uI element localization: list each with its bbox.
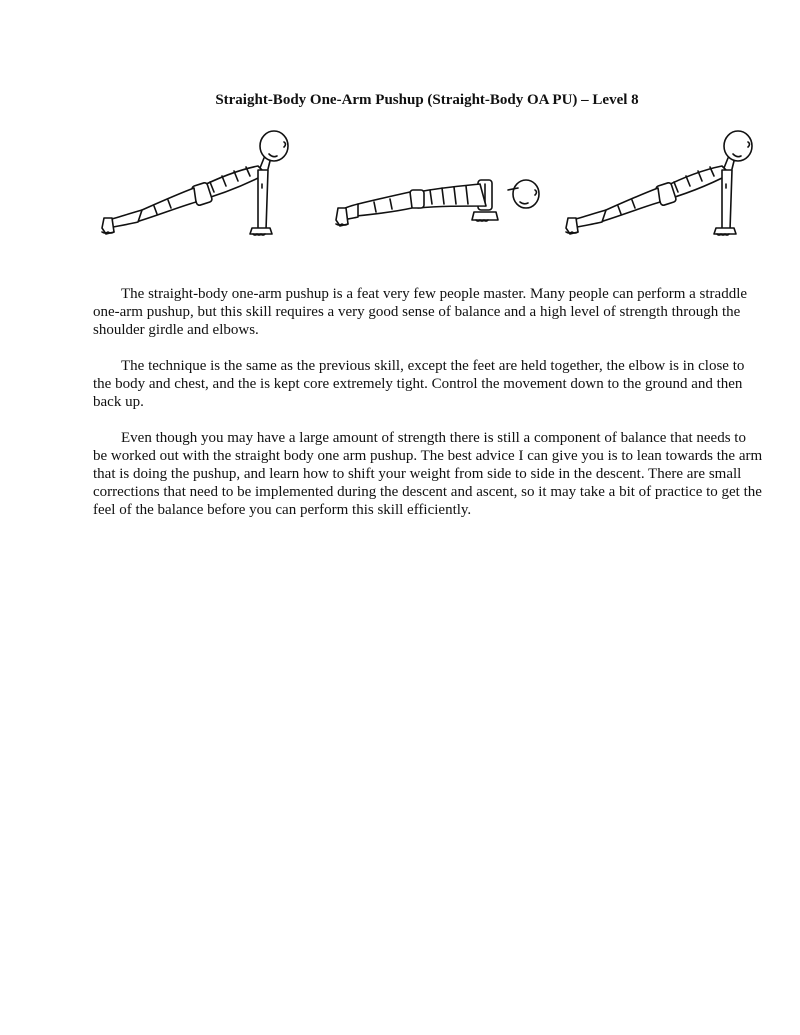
paragraph-text: Even though you may have a large amount of strength there is still a component of balance that needs to be worked out with the straight body one arm pushup. The best advice I can give you is to lean towards the arm that is doing the pushup, and learn how to shift your weight from side to side in the descent. There are small corrections that need to be implemented during the descent and ascent, so it may take a bit of practice to get the feel of the balance before you can perform this skill efficiently.: [93, 430, 763, 518]
pushup-up-figure-icon: [98, 124, 323, 248]
paragraph-intro: [93, 285, 763, 339]
page-title: Straight-Body One-Arm Pushup (Straight-Body OA PU) – Level 8: [215, 92, 639, 108]
pushup-down-figure-icon: [330, 124, 555, 248]
pushup-bottom-position-illustration: [330, 124, 555, 248]
pushup-top-position-illustration: [98, 124, 323, 248]
paragraph-text: The technique is the same as the previous skill, except the feet are held together, the elbow is in close to the body and chest, and the is kept core extremely tight. Control the movement down to the ground and then back up.: [93, 358, 745, 410]
paragraph-balance: [93, 429, 763, 519]
paragraph-technique: [93, 357, 763, 411]
paragraph-text: The straight-body one-arm pushup is a feat very few people master. Many people can perform a straddle one-arm pushup, but this skill requires a very good sense of balance and a high level of strength through the shoulder girdle and elbows.: [93, 286, 748, 338]
pushup-top-position-return-illustration: [560, 124, 785, 248]
pushup-up-figure-icon: [560, 124, 785, 248]
